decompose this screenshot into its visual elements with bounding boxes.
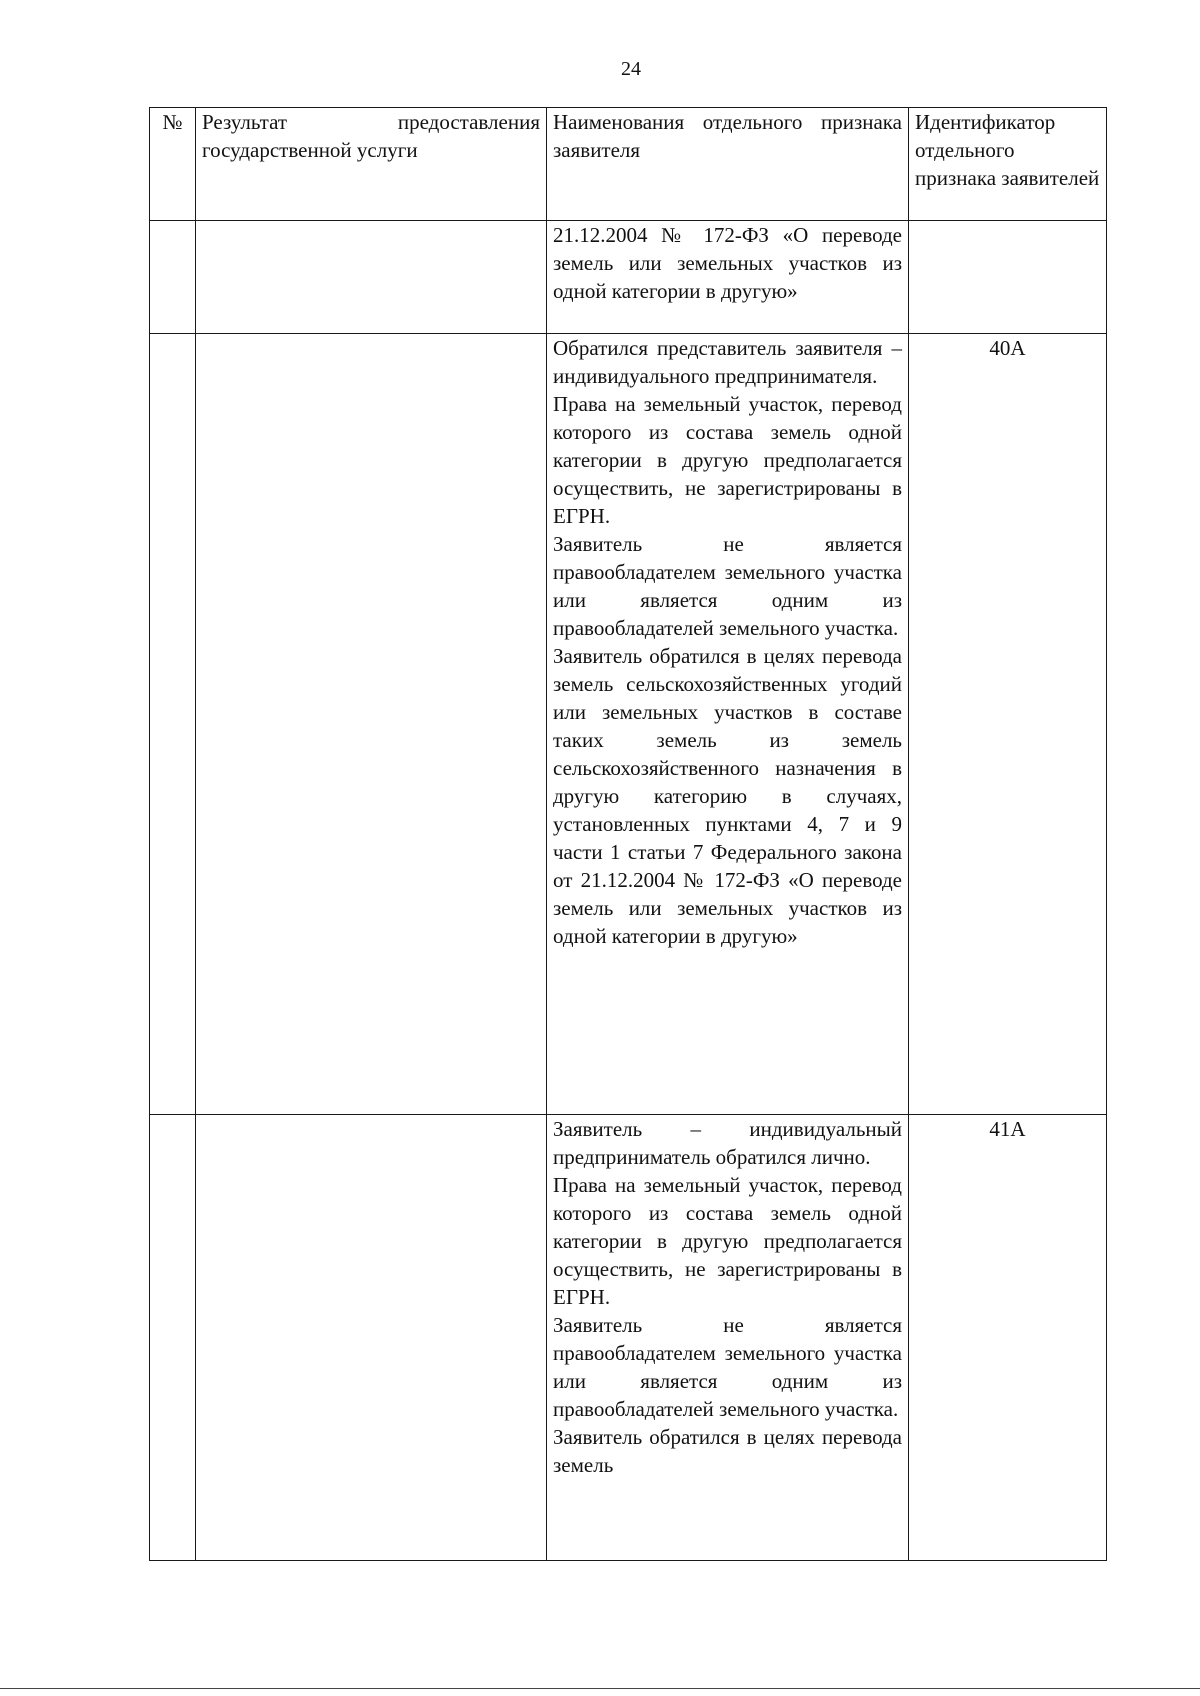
description-paragraph: Права на земельный участок, перевод которого из состава земель одной категории в другую предполагается осуществить, не зарегистрированы в ЕГРН. — [553, 1173, 902, 1309]
description-paragraph: 21.12.2004 № 172-ФЗ «О переводе земель или земельных участков из одной категории в другую» — [553, 223, 902, 303]
header-name: Наименования отдельного признака заявителя — [547, 108, 909, 221]
description-paragraph: Заявитель не является правообладателем земельного участка или является одним из правообладателей земельного участка. — [553, 1313, 902, 1421]
page-bottom-divider — [0, 1688, 1200, 1689]
header-identifier: Идентификатор отдельного признака заявителей — [909, 108, 1107, 221]
description-paragraph: Права на земельный участок, перевод которого из состава земель одной категории в другую предполагается осуществить, не зарегистрированы в ЕГРН. — [553, 392, 902, 528]
row-number-cell — [150, 334, 196, 1115]
table-row — [150, 334, 1107, 1115]
row-result-cell — [196, 221, 547, 334]
row-description-cell — [547, 221, 909, 334]
description-paragraph: Заявитель – индивидуальный предприниматель обратился лично. — [553, 1117, 902, 1169]
row-identifier-cell: 41А — [909, 1115, 1107, 1561]
row-description-cell — [547, 334, 909, 1115]
description-paragraph: Заявитель не является правообладателем земельного участка или является одним из правообладателей земельного участка. — [553, 532, 902, 640]
page-number: 24 — [621, 58, 641, 80]
table-row — [150, 1115, 1107, 1561]
table-row — [150, 221, 1107, 334]
row-number-cell — [150, 221, 196, 334]
row-identifier-cell: 40А — [909, 334, 1107, 1115]
description-paragraph: Заявитель обратился в целях перевода земель сельскохозяйственных угодий или земельных участков в составе таких земель из земель сельскохозяйственного назначения в другую категорию в случаях, установленных пунктами 4, 7 и 9 части 1 статьи 7 Федерального закона от 21.12.2004 № 172-ФЗ «О переводе земель или земельных участков из одной категории в другую» — [553, 644, 902, 948]
row-result-cell — [196, 1115, 547, 1561]
table-header-row — [150, 108, 1107, 221]
row-number-cell — [150, 1115, 196, 1561]
description-paragraph: Заявитель обратился в целях перевода земель — [553, 1425, 902, 1477]
description-paragraph: Обратился представитель заявителя – индивидуального предпринимателя. — [553, 336, 902, 388]
row-result-cell — [196, 334, 547, 1115]
header-result: Результат предоставления государственной услуги — [196, 108, 547, 221]
row-identifier-cell — [909, 221, 1107, 334]
header-number: № — [150, 108, 196, 221]
criteria-table — [149, 107, 1107, 1561]
row-description-cell — [547, 1115, 909, 1561]
